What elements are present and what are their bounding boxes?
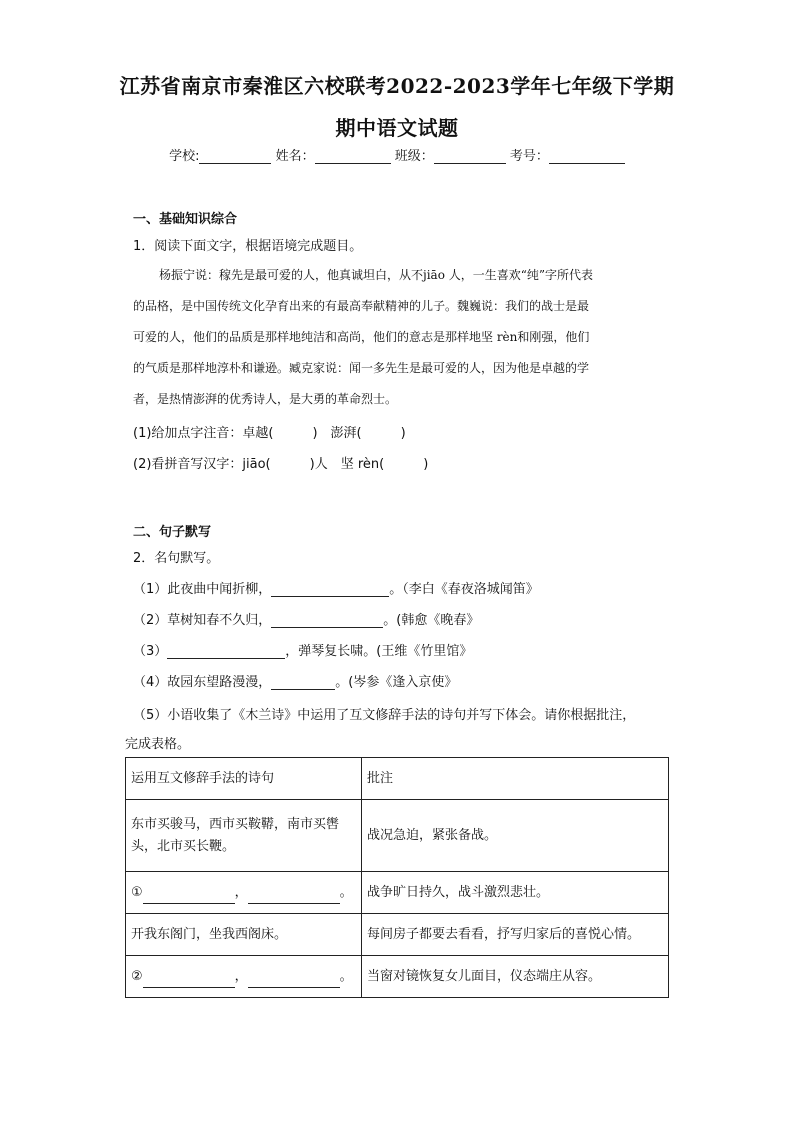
table-header-row — [126, 758, 669, 800]
table-row — [126, 914, 669, 956]
answer-blank[interactable] — [271, 613, 383, 628]
school-blank[interactable] — [199, 149, 271, 164]
answer-blank[interactable] — [248, 973, 340, 988]
page-subtitle: 期中语文试题 — [335, 116, 459, 140]
recitation-item — [133, 640, 472, 659]
answer-blank[interactable] — [167, 644, 285, 659]
answer-blank[interactable] — [271, 675, 335, 690]
passage-line: 杨振宁说：稼先是最可爱的人，他真诚坦白，从不jiāo 人，一生喜欢“纯”字所代表 — [159, 268, 594, 282]
verse-cell: 开我东阁门，坐我西阁床。 — [126, 914, 362, 956]
answer-blank[interactable] — [271, 582, 389, 597]
item-prefix: （4）故园东望路漫漫， — [133, 675, 272, 690]
recitation-item — [133, 578, 539, 597]
question1-sub1: (1)给加点字注音：卓越( ) 澎湃( ) — [133, 426, 406, 441]
name-label: 姓名： — [275, 149, 315, 164]
verse-cell — [126, 956, 362, 998]
page-title: 江苏省南京市秦淮区六校联考2022-2023学年七年级下学期 — [119, 74, 675, 98]
item-source: 。(韩愈《晚春》 — [383, 613, 480, 628]
passage-line: 者，是热情澎湃的优秀诗人，是大勇的革命烈士。 — [133, 392, 398, 406]
annotation-table — [125, 757, 669, 998]
circled-number-2: ② — [131, 968, 143, 984]
passage-line: 的品格，是中国传统文化孕育出来的有最高奉献精神的儿子。魏巍说：我们的战士是最 — [133, 299, 590, 313]
note-cell: 当窗对镜恢复女儿面目，仪态端庄从容。 — [362, 956, 669, 998]
table-row — [126, 872, 669, 914]
recitation-item — [133, 609, 479, 628]
class-blank[interactable] — [434, 149, 506, 164]
item-prefix: （3） — [133, 644, 168, 659]
name-blank[interactable] — [315, 149, 391, 164]
period: 。 — [339, 884, 353, 900]
exam-no-label: 考号： — [509, 149, 549, 164]
note-cell: 战争旷日持久，战斗激烈悲壮。 — [362, 872, 669, 914]
item-source: 。(岑参《逢入京使》 — [335, 675, 458, 690]
question2-label: 2．名句默写。 — [133, 551, 220, 566]
answer-blank[interactable] — [143, 973, 235, 988]
verse-cell: 东市买骏马，西市买鞍鞯，南市买辔头，北市买长鞭。 — [126, 800, 362, 872]
answer-blank[interactable] — [248, 889, 340, 904]
period: 。 — [339, 968, 353, 984]
note-cell: 每间房子都要去看看，抒写归家后的喜悦心情。 — [362, 914, 669, 956]
verse-cell — [126, 872, 362, 914]
item-source: 。（李白《春夜洛城闻笛》 — [389, 582, 539, 597]
note-cell: 战况急迫，紧张备战。 — [362, 800, 669, 872]
table-row — [126, 800, 669, 872]
passage-line: 的气质是那样地淳朴和谦逊。臧克家说：闻一多先生是最可爱的人，因为他是卓越的学 — [133, 361, 590, 375]
table-header-cell: 运用互文修辞手法的诗句 — [126, 758, 362, 800]
exam-no-blank[interactable] — [549, 149, 625, 164]
passage-line: 可爱的人，他们的品质是那样地纯洁和高尚，他们的意志是那样地坚 rèn和刚强，他们 — [133, 330, 590, 344]
recitation-item — [133, 671, 457, 690]
item-prefix: （1）此夜曲中闻折柳， — [133, 582, 272, 597]
section2-heading: 二、句子默写 — [133, 525, 212, 540]
recitation-item5-line2: 完成表格。 — [125, 737, 191, 752]
answer-blank[interactable] — [143, 889, 235, 904]
class-label: 班级： — [394, 149, 434, 164]
comma: ， — [234, 968, 248, 984]
school-label: 学校: — [169, 149, 200, 164]
table-row — [126, 956, 669, 998]
section1-heading: 一、基础知识综合 — [133, 212, 238, 227]
question1-label: 1．阅读下面文字，根据语境完成题目。 — [133, 239, 363, 254]
item-source: ，弹琴复长啸。(王维《竹里馆》 — [285, 644, 473, 659]
item-prefix: （2）草树知春不久归， — [133, 613, 272, 628]
student-info-line — [0, 145, 794, 164]
question1-sub2: (2)看拼音写汉字：jiāo( )人 坚 rèn( ) — [133, 457, 429, 472]
recitation-item5-line1: （5）小语收集了《木兰诗》中运用了互文修辞手法的诗句并写下体会。请你根据批注， — [133, 708, 636, 723]
table-header-cell: 批注 — [362, 758, 669, 800]
comma: ， — [234, 884, 248, 900]
circled-number-1: ① — [131, 884, 143, 900]
